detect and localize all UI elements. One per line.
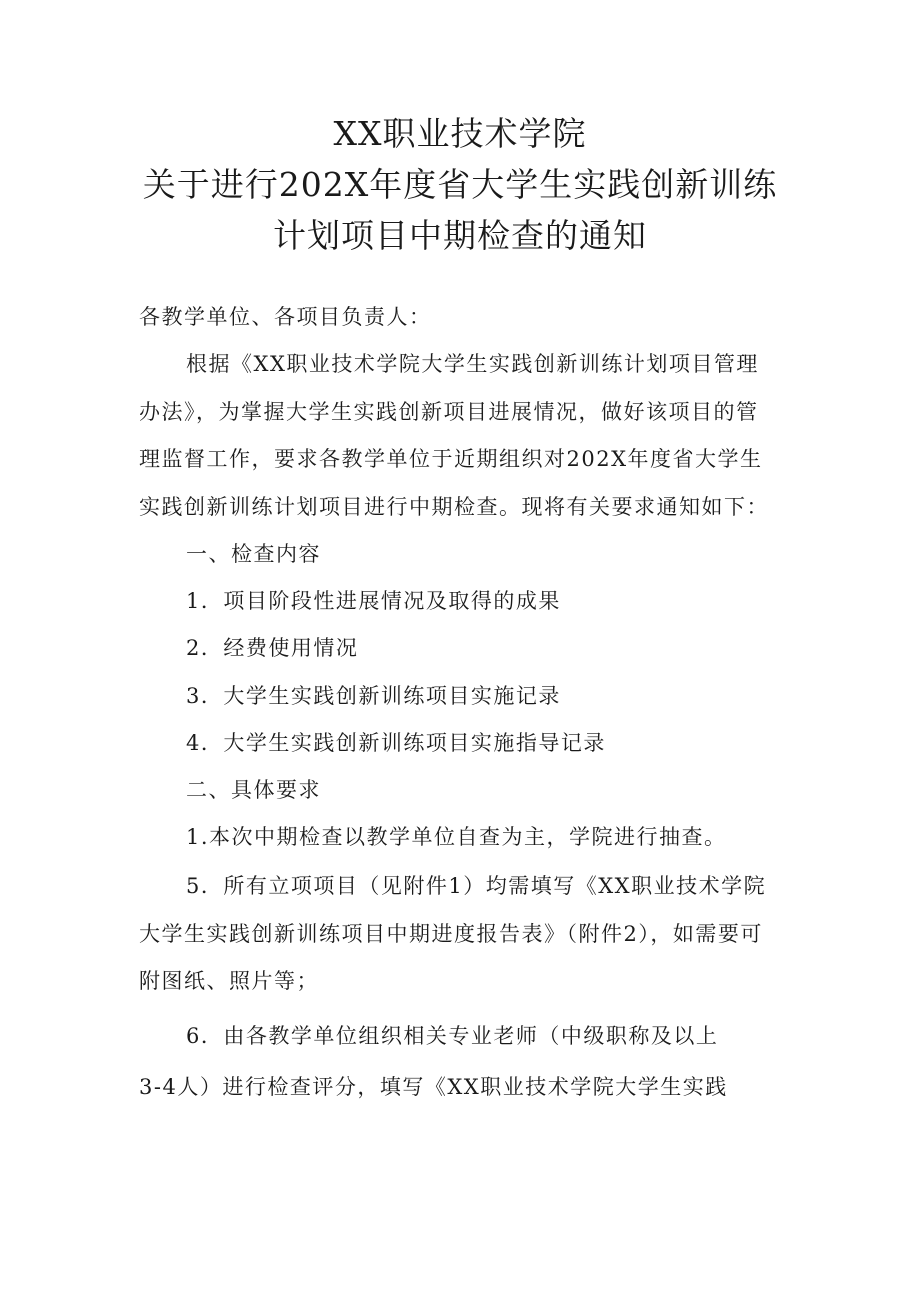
section2-item-6-line-2: 3-4人）进行检查评分，填写《XX职业技术学院大学生实践 [139, 1075, 728, 1099]
section2-item-5-line-1: 5．所有立项项目（见附件1）均需填写《XX职业技术学院 [186, 874, 767, 898]
title-line-2: 关于进行202X年度省大学生实践创新训练 [142, 165, 778, 204]
intro-line-2: 办法》，为掌握大学生实践创新项目进展情况，做好该项目的管 [139, 400, 759, 424]
section2-item-1: 1.本次中期检查以教学单位自查为主，学院进行抽查。 [186, 825, 727, 849]
section1-item-1: 1．项目阶段性进展情况及取得的成果 [186, 589, 561, 613]
section1-item-4: 4．大学生实践创新训练项目实施指导记录 [186, 731, 606, 755]
section2-item-5-line-2: 大学生实践创新训练项目中期进度报告表》（附件2），如需要可 [139, 922, 763, 946]
intro-line-3: 理监督工作，要求各教学单位于近期组织对202X年度省大学生 [139, 447, 763, 471]
section2-item-5-line-3: 附图纸、照片等； [139, 969, 319, 993]
intro-line-4: 实践创新训练计划项目进行中期检查。现将有关要求通知如下： [139, 495, 769, 519]
section2-heading: 二、具体要求 [186, 778, 321, 802]
intro-line-1: 根据《XX职业技术学院大学生实践创新训练计划项目管理 [186, 352, 759, 376]
title-line-3: 计划项目中期检查的通知 [273, 216, 647, 255]
section1-heading: 一、检查内容 [186, 542, 321, 566]
section1-item-2: 2．经费使用情况 [186, 636, 359, 660]
title-line-1: XX职业技术学院 [333, 114, 587, 153]
salutation: 各教学单位、各项目负责人： [139, 305, 432, 329]
section2-item-6-line-1: 6．由各教学单位组织相关专业老师（中级职称及以上 [186, 1024, 719, 1048]
section1-item-3: 3．大学生实践创新训练项目实施记录 [186, 684, 561, 708]
